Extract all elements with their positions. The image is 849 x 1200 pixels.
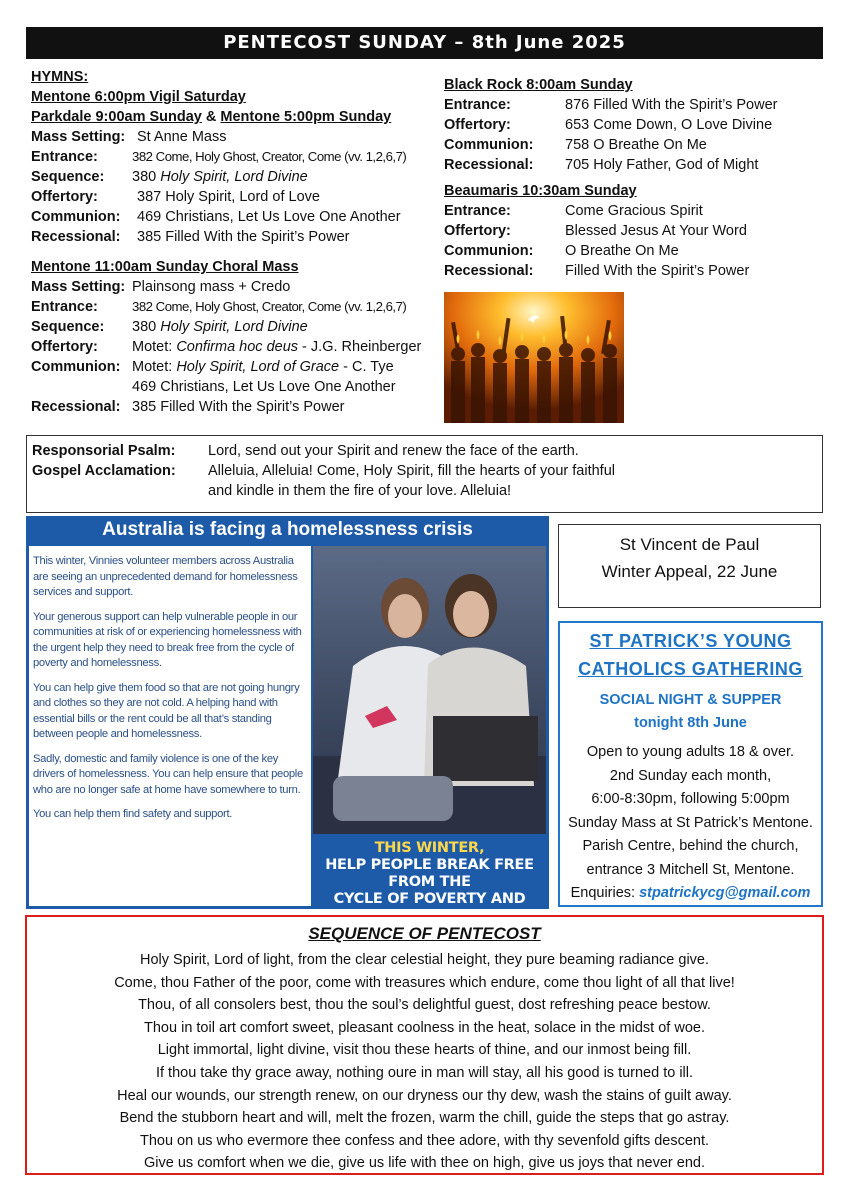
hymn-label: Offertory:	[31, 339, 98, 355]
hymn-label: Offertory:	[31, 189, 98, 205]
sequence-line: Come, thou Father of the poor, come with treasures which endure, come thou light of all that live!	[114, 974, 735, 991]
hymn-label: Entrance:	[444, 97, 511, 113]
ycg-enquiries	[560, 882, 821, 906]
svdp-line2: Winter Appeal, 22 June	[601, 562, 778, 581]
hymn-value: Blessed Jesus At Your Word	[565, 223, 747, 239]
hymn-label: Sequence:	[31, 169, 105, 185]
hymn-label: Entrance:	[31, 299, 98, 315]
vinnies-photo-caption	[313, 834, 546, 924]
hymn-value: 385 Filled With the Spirit’s Power	[132, 399, 345, 415]
hymn-value: Filled With the Spirit’s Power	[565, 263, 750, 279]
psalm-text: Lord, send out your Spirit and renew the face of the earth.	[208, 443, 579, 459]
ycg-subtitle: SOCIAL NIGHT & SUPPER	[599, 692, 782, 708]
svdp-line1: St Vincent de Paul	[619, 535, 760, 554]
hymn-value: 469 Christians, Let Us Love One Another	[137, 209, 401, 225]
hymn-row	[31, 147, 441, 167]
hymn-label: Entrance:	[444, 203, 511, 219]
sequence-line: Give us comfort when we die, give us life with thee on high, give us joys that never end.	[144, 1155, 705, 1172]
ycg-date: tonight 8th June	[634, 715, 747, 731]
ycg-body-line: Parish Centre, behind the church,	[582, 838, 799, 854]
hymn-value: 382 Come, Holy Ghost, Creator, Come (vv. 1,2,6,7)	[132, 149, 407, 164]
vinnies-photo	[313, 546, 546, 834]
sequence-box	[25, 915, 824, 1175]
vinnies-paragraph: Your generous support can help vulnerable people in our communities at risk of or experiencing homelessness with the urgent help they need to break free from the cycle of poverty and homelessness.	[33, 610, 302, 669]
two-girls-illustration	[313, 546, 546, 834]
caption-line: CYCLE OF POVERTY AND	[333, 891, 526, 907]
hymn-label: Communion:	[444, 137, 534, 153]
hymn-row	[444, 95, 824, 115]
hymn-value: 385 Filled With the Spirit’s Power	[137, 229, 350, 245]
hymn-value	[132, 317, 308, 337]
hymn-row	[31, 377, 441, 397]
gospel-row	[32, 481, 812, 501]
hymn-value	[132, 357, 394, 377]
hymn-row	[444, 135, 824, 155]
hymn-title: Holy Spirit, Lord Divine	[160, 169, 308, 185]
gospel-label: Gospel Acclamation:	[32, 463, 176, 479]
hymn-row	[31, 317, 441, 337]
hymn-value: Plainsong mass + Credo	[132, 279, 291, 295]
ycg-title-line2: CATHOLICS GATHERING	[578, 659, 803, 679]
hymn-row	[444, 115, 824, 135]
blackrock-heading: Black Rock 8:00am Sunday	[444, 77, 633, 93]
psalm-row	[32, 441, 812, 461]
hymn-row	[444, 261, 824, 281]
parkdale-heading: Parkdale 9:00am Sunday	[31, 109, 202, 125]
ycg-body-line: 2nd Sunday each month,	[609, 767, 772, 784]
hymn-row	[31, 207, 441, 227]
hymn-label: Recessional:	[444, 263, 534, 279]
hymn-label: Offertory:	[444, 117, 511, 133]
caption-line: THIS WINTER,	[374, 840, 485, 856]
motet-prefix: Motet:	[132, 359, 177, 375]
hymn-label: Offertory:	[444, 223, 511, 239]
ycg-body-line: Sunday Mass at St Patrick’s Mentone.	[568, 814, 813, 831]
hymn-value: 758 O Breathe On Me	[565, 137, 707, 153]
hymn-row	[31, 357, 441, 377]
hymn-label: Communion:	[31, 359, 121, 375]
hymn-row	[31, 397, 441, 417]
motet-composer: - C. Tye	[339, 359, 394, 375]
hymn-value: 387 Holy Spirit, Lord of Love	[137, 189, 320, 205]
hymn-row	[31, 277, 441, 297]
hymn-row	[31, 227, 441, 247]
svdp-appeal-box	[558, 524, 821, 608]
hymn-label: Communion:	[31, 209, 121, 225]
vinnies-paragraph: Sadly, domestic and family violence is one of the key drivers of homelessness. You can help ensure that people who are no longer safe at home have somewhere to turn.	[33, 752, 303, 796]
mentone5-heading: Mentone 5:00pm Sunday	[220, 109, 392, 125]
hymn-number: 380	[132, 319, 161, 335]
sequence-line: If thou take thy grace away, nothing oure in man will stay, all his good is turned to ill.	[155, 1064, 694, 1081]
psalm-label: Responsorial Psalm:	[32, 443, 176, 459]
vinnies-advert	[26, 516, 549, 924]
hymn-value: 653 Come Down, O Love Divine	[565, 117, 773, 133]
right-hymns-section	[444, 75, 824, 281]
motet-prefix: Motet:	[132, 339, 177, 355]
hymn-row	[444, 221, 824, 241]
hymn-title: Holy Spirit, Lord Divine	[160, 319, 308, 335]
hymn-value	[132, 337, 421, 357]
sequence-line: Thou on us who evermore thee confess and thee adore, with thy sevenfold gifts descent.	[139, 1132, 710, 1149]
sequence-line: Thou, of all consolers best, thou the soul’s delightful guest, dost refreshing peace bestow.	[138, 997, 711, 1014]
parkdale-mentone-heading	[31, 107, 441, 127]
pentecost-crowd-illustration	[444, 292, 624, 423]
sequence-line: Light immortal, light divine, visit thou these hearts of thine, and our inmost being fill.	[157, 1042, 692, 1059]
page-banner: PENTECOST SUNDAY – 8th June 2025	[26, 27, 823, 59]
caption-line: HELP PEOPLE BREAK FREE FROM THE	[325, 857, 534, 890]
motet-title: Holy Spirit, Lord of Grace	[176, 359, 340, 375]
gospel-text: and kindle in them the fire of your love. Alleluia!	[208, 483, 512, 499]
hymn-value: 469 Christians, Let Us Love One Another	[132, 379, 396, 395]
hymn-label: Mass Setting:	[31, 279, 126, 295]
hymn-label-spacer	[31, 377, 132, 397]
hymn-label: Recessional:	[444, 157, 534, 173]
hymn-label: Communion:	[444, 243, 534, 259]
hymn-row	[31, 167, 441, 187]
vigil-heading: Mentone 6:00pm Vigil Saturday	[31, 89, 246, 105]
hymn-row	[444, 241, 824, 261]
hymn-label: Mass Setting:	[31, 129, 126, 145]
gospel-label-spacer	[32, 481, 208, 501]
ycg-email-link[interactable]: stpatrickycg@gmail.com	[639, 885, 811, 901]
hymn-row	[31, 187, 441, 207]
hymn-value	[132, 167, 308, 187]
hymn-value: St Anne Mass	[137, 129, 227, 145]
hymn-value: O Breathe On Me	[565, 243, 679, 259]
sequence-line: Thou in toil art comfort sweet, pleasant coolness in the heat, solace in the midst of woe.	[144, 1019, 705, 1036]
sequence-line: Heal our wounds, our strength renew, on our dryness our thy dew, wash the stains of guilt away.	[117, 1087, 732, 1104]
motet-composer: - J.G. Rheinberger	[298, 339, 422, 355]
gospel-text: Alleluia, Alleluia! Come, Holy Spirit, fill the hearts of your faithful	[208, 463, 615, 479]
amp: &	[201, 109, 221, 125]
enquiries-label: Enquiries:	[570, 885, 640, 901]
ycg-body-line: entrance 3 Mitchell St, Mentone.	[586, 861, 795, 878]
hymn-label: Sequence:	[31, 319, 105, 335]
young-catholics-box	[558, 621, 823, 907]
sequence-line: Bend the stubborn heart and will, melt the frozen, warm the chill, guide the steps that go astray.	[119, 1110, 730, 1127]
hymn-row	[444, 155, 824, 175]
sequence-line: Holy Spirit, Lord of light, from the clear celestial height, they pure beaming radiance give.	[139, 952, 710, 968]
hymn-value: 876 Filled With the Spirit’s Power	[565, 97, 778, 113]
hymn-label: Recessional:	[31, 229, 121, 245]
vinnies-text-panel	[29, 546, 311, 906]
motet-title: Confirma hoc deus	[176, 339, 299, 355]
psalm-box	[26, 435, 823, 513]
hymn-value: 382 Come, Holy Ghost, Creator, Come (vv. 1,2,6,7)	[132, 299, 407, 314]
hymn-label: Entrance:	[31, 149, 98, 165]
caption-line: HOMELESSNESS.	[363, 908, 496, 924]
ycg-body-line: 6:00-8:30pm, following 5:00pm	[591, 791, 790, 807]
hymn-label: Recessional:	[31, 399, 121, 415]
gospel-row	[32, 461, 812, 481]
hymns-heading: HYMNS:	[31, 69, 89, 85]
vinnies-paragraph: You can help them find safety and support.	[33, 808, 233, 820]
ycg-title-line1: ST PATRICK’S YOUNG	[589, 631, 792, 651]
hymns-section	[31, 67, 441, 417]
ycg-body-line: Open to young adults 18 & over.	[586, 744, 795, 760]
hymn-row	[31, 127, 441, 147]
hymn-row	[31, 337, 441, 357]
vinnies-headline: Australia is facing a homelessness crisis	[102, 519, 473, 540]
hymn-value: Come Gracious Spirit	[565, 203, 703, 219]
choral-heading: Mentone 11:00am Sunday Choral Mass	[31, 259, 299, 275]
vinnies-paragraph: This winter, Vinnies volunteer members across Australia are seeing an unprecedented demand for homelessness services and support.	[33, 555, 298, 598]
vinnies-paragraph: You can help give them food so that are not going hungry and clothes so they are not cold. A helping hand with essential bills or the rent could be all that’s standing between people and homelessness.	[33, 681, 300, 740]
pentecost-crowd-image	[444, 292, 624, 423]
hymn-value: 705 Holy Father, God of Might	[565, 157, 759, 173]
hymn-number: 380	[132, 169, 161, 185]
sequence-title: SEQUENCE OF PENTECOST	[308, 924, 541, 943]
beaumaris-heading: Beaumaris 10:30am Sunday	[444, 183, 637, 199]
hymn-row	[444, 201, 824, 221]
hymn-row	[31, 297, 441, 317]
